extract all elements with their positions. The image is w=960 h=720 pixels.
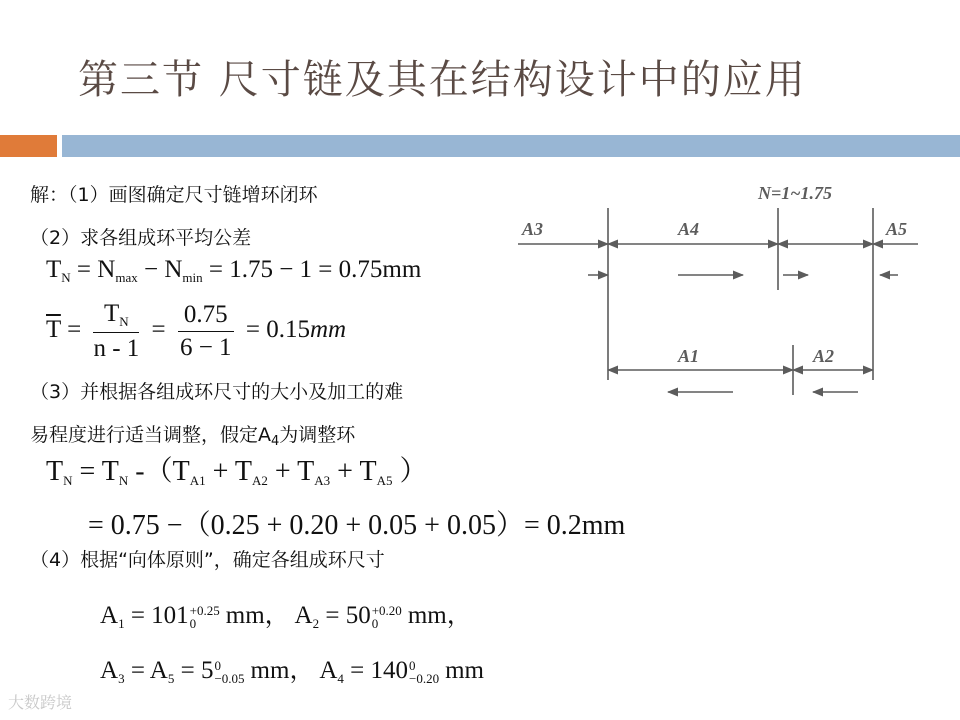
label-a1: A1 [678, 346, 700, 366]
title-divider-bar [62, 135, 960, 157]
dimension-chain-diagram [518, 180, 918, 430]
closing-ring-label: N=1~1.75 [758, 183, 833, 203]
label-a3: A3 [522, 219, 544, 239]
equation-adjust: $T_N = T_N$ $-(T_{A1} + T_{A2} + T_{A3} + T_{A5}$ ） [46, 456, 428, 488]
label-a5: A5 [886, 219, 908, 239]
equation-adjust-result: = 0.75 −（0.25 + 0.20 + 0.05 + 0.05）= 0.2mm [88, 510, 626, 541]
step2-text: （2）求各组成环平均公差 [30, 227, 252, 249]
step3-line1: （3）并根据各组成环尺寸的大小及加工的难 [30, 381, 404, 403]
slide-title: 第三节 尺寸链及其在结构设计中的应用 [78, 57, 807, 103]
title-accent-bar [0, 135, 57, 157]
equation-a1-a2: $A_1 = 101$ +0.25 0 mm， $A_2 = 50$ +0.20 0 mm， [100, 602, 472, 632]
step3-line2: 易程度进行适当调整，假定$A_4$为调整环 [30, 424, 356, 449]
label-a2: A2 [813, 346, 835, 366]
equation-tn: $T_N = N_{max} - N_{min} = 1.75 - 1 = 0.75mm$ [46, 256, 422, 285]
step4-text: （4）根据“向体原则”，确定各组成环尺寸 [30, 549, 385, 571]
equation-t-average: $\overline{T}$ = $\frac{T_N}{n - 1}$ = $\frac{0.75}{6 - 1}$ = 0.15mm [46, 300, 347, 362]
label-a4: A4 [678, 219, 700, 239]
watermark-logo: 大数跨境 [8, 693, 73, 712]
equation-a3-a4-a5: $A_3 = A_5 = 5$ 0 −0.05 mm， $A_4 = 140$ 0 −0.20 mm [100, 657, 484, 687]
step1-text: 解：（1）画图确定尺寸链增环闭环 [30, 184, 318, 206]
